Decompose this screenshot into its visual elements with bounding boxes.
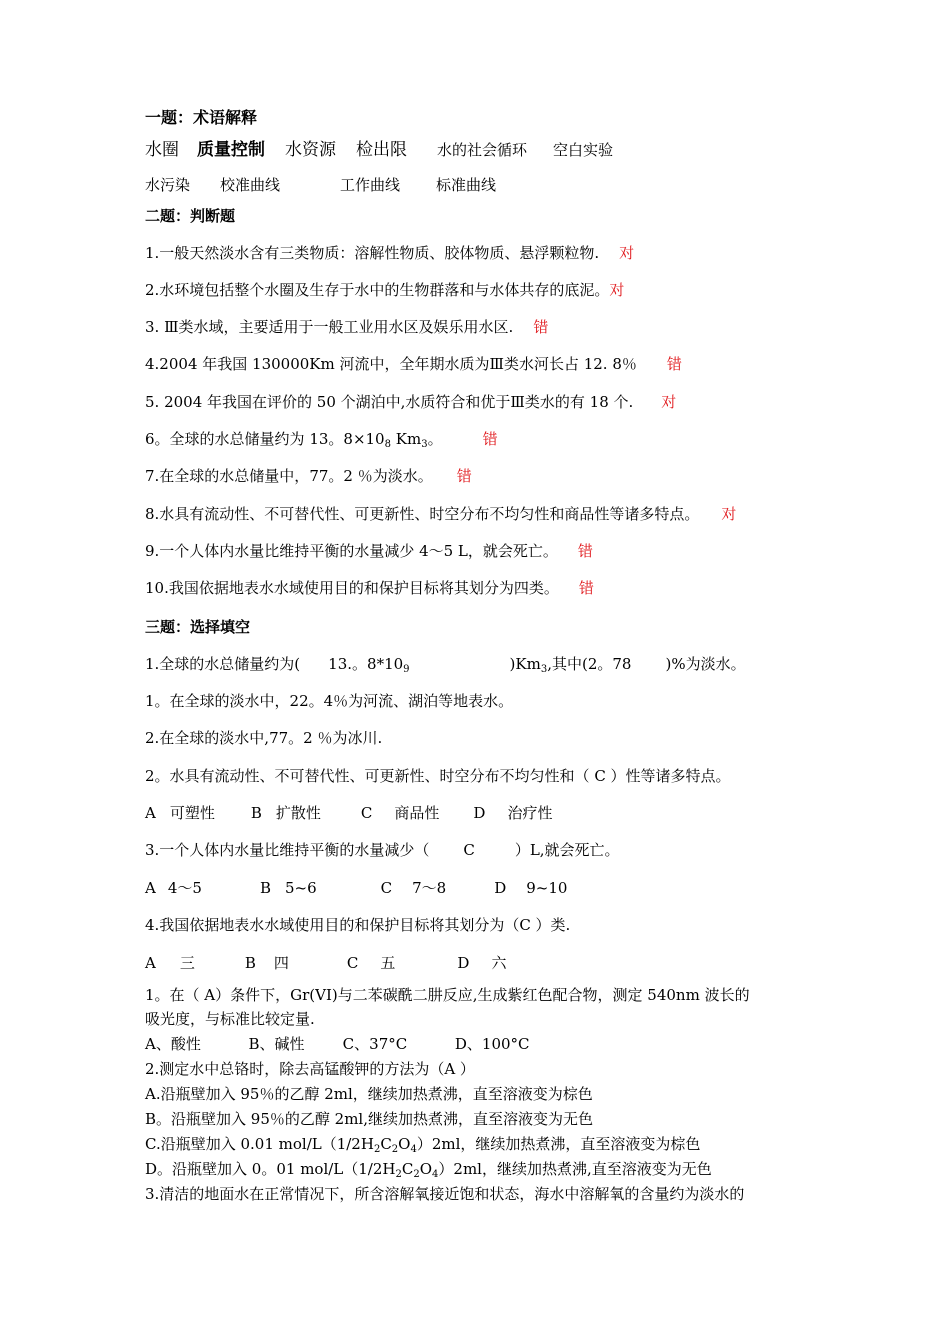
choice-options: A、酸性 B、碱性 C、37°C D、100°C <box>145 1035 530 1053</box>
exponent: 3 <box>540 664 548 675</box>
answer-letter: C <box>463 841 475 859</box>
option-letter: C <box>360 804 373 822</box>
judge-item <box>145 392 676 412</box>
option-letter: A <box>145 954 156 972</box>
option-letter: B <box>259 879 271 897</box>
option-text: 治疗性 <box>507 804 553 822</box>
answer-mark: 错 <box>578 579 594 597</box>
judge-item <box>145 466 472 486</box>
answer-mark: 对 <box>661 393 677 411</box>
question-text: ）L,就会死亡。 <box>514 841 620 859</box>
fill-text: 1.全球的水总储量约为( <box>145 655 301 673</box>
fill-text: )%为淡水。 <box>665 655 746 673</box>
fill-item: 2.在全球的淡水中,77。2 ％为冰川. <box>145 729 383 747</box>
choice-question: 1。在（ A）条件下，Gr(VI)与二苯碳酰二肼反应,生成紫红色配合物，测定 540nm 波长的 <box>145 986 750 1004</box>
option-text: ）2ml，继续加热煮沸，直至溶液变为棕色 <box>416 1135 701 1153</box>
option-text: 可塑性 <box>169 804 215 822</box>
answer-mark: 错 <box>533 318 549 336</box>
choice-option: D。沿瓶壁加入 0。01 mol/$L(1/2H_2C_2O_4)2ml$，继续加热煮沸,直至溶液变为无色 <box>145 1160 712 1180</box>
question-text: 10.我国依据地表水水域使用目的和保护目标将其划分为四类。 <box>145 579 559 597</box>
question-text: 5. 2004 年我国在评价的 50 个湖泊中,水质符合和优于Ⅲ类水的有 18 个. <box>145 393 634 411</box>
section1-title: 一题：术语解释 <box>145 108 258 127</box>
term-row-1 <box>145 140 613 160</box>
judge-item <box>145 578 594 598</box>
option-letter: C <box>380 879 393 897</box>
option-text: D。沿瓶壁加入 0。01 mol/L（1/2H <box>145 1160 396 1178</box>
fill-text: )Km <box>509 655 541 673</box>
choice-option: A.沿瓶壁加入 95％的乙醇 2ml，继续加热煮沸，直至溶液变为棕色 <box>145 1085 593 1103</box>
option-letter: D <box>457 954 470 972</box>
answer-mark: 对 <box>609 281 625 299</box>
choice-options <box>145 878 567 898</box>
option-text: 四 <box>273 954 289 972</box>
term-row-2 <box>145 175 496 195</box>
answer-mark: 对 <box>619 244 635 262</box>
choice-question-cont: 吸光度，与标准比较定量. <box>145 1010 315 1028</box>
choice-question <box>145 840 620 860</box>
exponent: 3 <box>421 439 428 450</box>
option-letter: A <box>145 879 156 897</box>
answer-mark: 对 <box>721 505 737 523</box>
answer-mark: 错 <box>482 430 498 448</box>
option-text: C.沿瓶壁加入 0.01 mol/L（1/2H <box>145 1135 374 1153</box>
question-text: 6。全球的水总储量约为 13。8×10 <box>145 430 385 448</box>
term: 水污染 <box>145 176 191 194</box>
term: 水圈 <box>145 140 179 160</box>
judge-item <box>145 280 624 300</box>
question-text: 7.在全球的水总储量中，77。2 ％为淡水。 <box>145 467 433 485</box>
question-text: 3.一个人体内水量比维持平衡的水量减少（ <box>145 841 430 859</box>
option-letter: A <box>145 804 156 822</box>
option-text: 三 <box>179 954 195 972</box>
choice-question: 3.清洁的地面水在正常情况下，所含溶解氧接近饱和状态，海水中溶解氧的含量约为淡水的 <box>145 1185 745 1203</box>
choice-option: B。沿瓶壁加入 95％的乙醇 2ml,继续加热煮沸，直至溶液变为无色 <box>145 1110 593 1128</box>
option-letter: C <box>346 954 359 972</box>
section2-title: 二题：判断题 <box>145 207 236 225</box>
option-letter: D <box>494 879 507 897</box>
term: 水的社会循环 <box>437 141 528 159</box>
term: 工作曲线 <box>340 176 401 194</box>
option-text: 扩散性 <box>275 804 321 822</box>
choice-question: 4.我国依据地表水水域使用目的和保护目标将其划分为（C ）类. <box>145 916 571 934</box>
answer-mark: 错 <box>456 467 472 485</box>
choice-options <box>145 803 552 823</box>
choice-options <box>145 953 506 973</box>
choice-option: C.沿瓶壁加入 0.01 mol/$L(1/2H_2C_2O_4)2ml$，继续加热煮沸，直至溶液变为棕色 <box>145 1135 701 1155</box>
punct: 。 <box>427 430 443 448</box>
fill-answer: 13.。8*10 <box>328 655 404 673</box>
answer-mark: 错 <box>577 542 593 560</box>
judge-item <box>145 354 682 374</box>
fill-item: 1。在全球的淡水中，22。4％为河流、湖泊等地表水。 <box>145 692 514 710</box>
question-text: 1.一般天然淡水含有三类物质：溶解性物质、胶体物质、悬浮颗粒物. <box>145 244 600 262</box>
option-text: 7～8 <box>412 879 447 897</box>
option-letter: D <box>473 804 486 822</box>
option-text: 六 <box>491 954 507 972</box>
unit: Km <box>390 430 422 448</box>
option-text: 商品性 <box>394 804 440 822</box>
question-text: 8.水具有流动性、不可替代性、可更新性、时空分布不均匀性和商品性等诸多特点。 <box>145 505 700 523</box>
exponent: 8 <box>384 439 391 450</box>
term: 水资源 <box>285 140 336 160</box>
judge-item <box>145 541 593 561</box>
question-text: 2.水环境包括整个水圈及生存于水中的生物群落和与水体共存的底泥。 <box>145 281 610 299</box>
judge-item <box>145 243 634 263</box>
term: 质量控制 <box>197 140 265 160</box>
term: 标准曲线 <box>436 176 497 194</box>
fill-item <box>145 654 746 674</box>
question-text: 9.一个人体内水量比维持平衡的水量减少 4～5 L，就会死亡。 <box>145 542 558 560</box>
option-text: 5~6 <box>284 879 317 897</box>
judge-item <box>145 317 548 337</box>
option-letter: B <box>244 954 256 972</box>
choice-question: 2.测定水中总铬时，除去高锰酸钾的方法为（A ） <box>145 1060 475 1078</box>
option-text: 4～5 <box>167 879 202 897</box>
answer-mark: 错 <box>666 355 682 373</box>
option-text: 五 <box>380 954 396 972</box>
judge-item <box>145 504 736 524</box>
option-text: 9~10 <box>526 879 568 897</box>
choice-question: 2。水具有流动性、不可替代性、可更新性、时空分布不均匀性和（ C ）性等诸多特点。 <box>145 767 731 785</box>
section3-title: 三题：选择填空 <box>145 618 251 636</box>
term: 校准曲线 <box>220 176 281 194</box>
judge-item <box>145 429 498 449</box>
question-text: 3. Ⅲ类水域，主要适用于一般工业用水区及娱乐用水区. <box>145 318 514 336</box>
term: 空白实验 <box>553 141 614 159</box>
option-letter: B <box>250 804 262 822</box>
exponent: 9 <box>403 664 410 675</box>
term: 检出限 <box>356 140 407 160</box>
option-text: ）2ml，继续加热煮沸,直至溶液变为无色 <box>438 1160 712 1178</box>
question-text: 4.2004 年我国 130000Km 河流中，全年期水质为Ⅲ类水河长占 12. 8％ <box>145 355 637 373</box>
fill-answer: ,其中(2。78 <box>547 655 632 673</box>
